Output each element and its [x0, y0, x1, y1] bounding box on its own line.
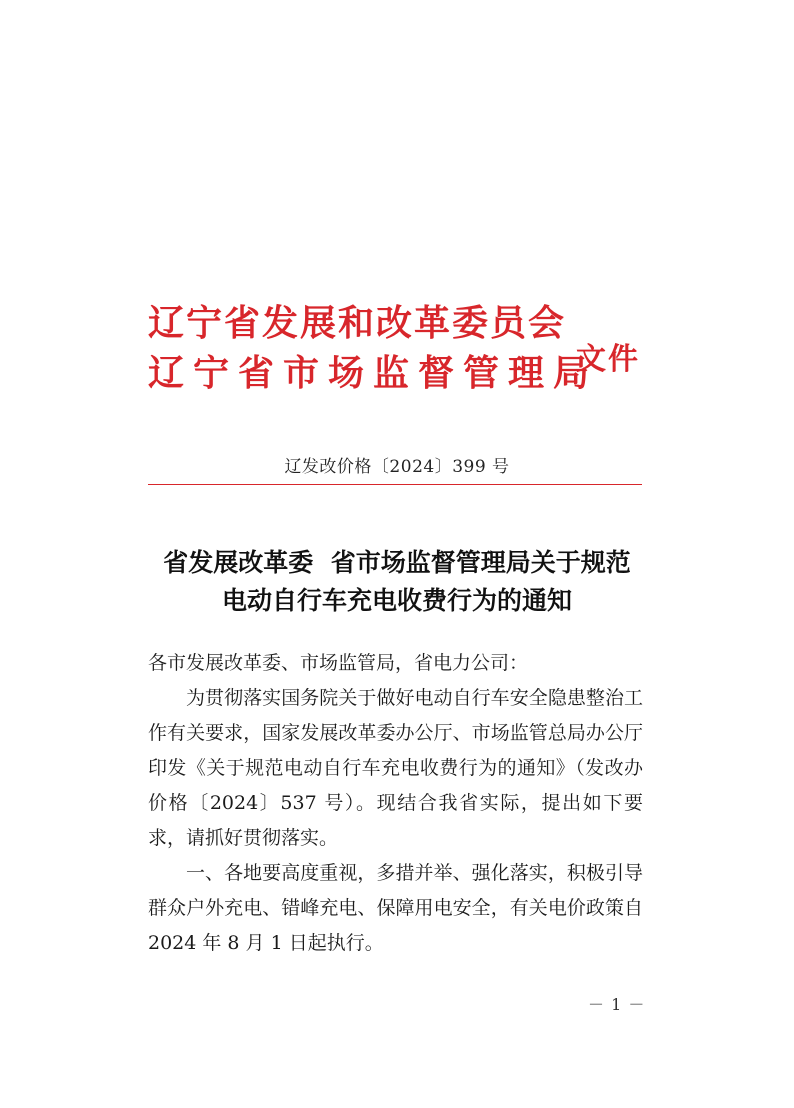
red-divider-line: [148, 484, 642, 485]
title-line-2: 电动自行车充电收费行为的通知: [221, 586, 572, 615]
page-number: － 1 －: [588, 995, 646, 1014]
paragraph: 一、各地要高度重视，多措并举、强化落实，积极引导群众户外充电、错峰充电、保障用电安全，有关电价政策自 2024 年 8 月 1 日起执行。: [148, 862, 643, 954]
title-line-1: 省发展改革委 省市场监督管理局关于规范: [163, 548, 631, 577]
salutation: 各市发展改革委、市场监管局，省电力公司：: [148, 652, 529, 674]
issuer-name-2: 辽宁省市场监督管理局: [148, 352, 599, 394]
issuer-name-1: 辽宁省发展和改革委员会: [148, 302, 567, 344]
document-header: [148, 298, 598, 398]
document-number: 辽发改价格〔2024〕399 号: [284, 457, 510, 477]
paragraph: 为贯彻落实国务院关于做好电动自行车安全隐患整治工作有关要求，国家发展改革委办公厅、市场监管总局办公厅印发《关于规范电动自行车充电收费行为的通知》（发改办价格〔2024〕537 号）。现结合我省实际，提出如下要求，请抓好贯彻落实。: [148, 687, 643, 849]
document-body: [148, 646, 643, 961]
document-title: [0, 544, 794, 620]
document-type-label: 文件: [576, 342, 640, 377]
